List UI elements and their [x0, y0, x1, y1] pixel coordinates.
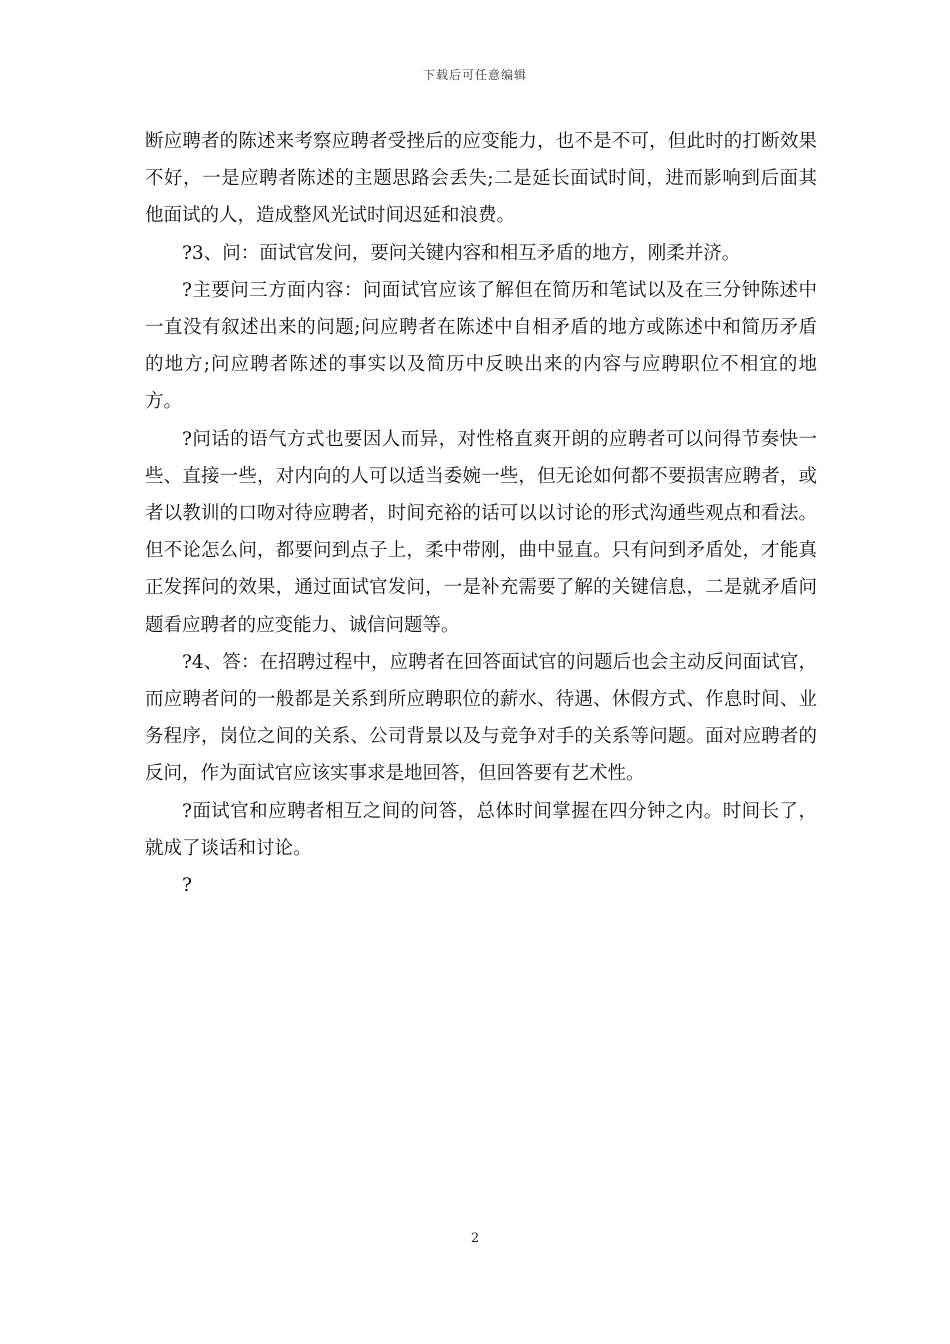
paragraph-qa-time: ?面试官和应聘者相互之间的问答，总体时间掌握在四分钟之内。时间长了，就成了谈话和讨论。	[145, 800, 817, 859]
paragraph-continued: 断应聘者的陈述来考察应聘者受挫后的应变能力，也不是不可，但此时的打断效果不好，一是应聘者陈述的主题思路会丢失;二是延长面试时间，进而影响到后面其他面试的人，造成整风光试时间迟延和浪费。	[145, 131, 817, 227]
paragraph-ask-tone: ?问话的语气方式也要因人而异，对性格直爽开朗的应聘者可以问得节奏快一些、直接一些，对内向的人可以适当委婉一些，但无论如何都不要损害应聘者，或者以教训的口吻对待应聘者，时间充裕的话可以以讨论的形式沟通些观点和看法。但不论怎么问，都要问到点子上，柔中带刚，曲中显直。只有问到矛盾处，才能真正发挥问的效果，通过面试官发问，一是补充需要了解的关键信息，二是就矛盾问题看应聘者的应变能力、诚信问题等。	[145, 428, 817, 636]
paragraph-ask-heading: ?3、问：面试官发问，要问关键内容和相互矛盾的地方，刚柔并济。	[182, 242, 741, 264]
paragraph-placeholder: ?	[182, 875, 192, 897]
paragraph-answer-heading: ?4、答：在招聘过程中，应聘者在回答面试官的问题后也会主动反问面试官，而应聘者问的一般都是关系到所应聘职位的薪水、待遇、休假方式、作息时间、业务程序，岗位之间的关系、公司背景以及与竞争对手的关系等问题。面对应聘者的反问，作为面试官应该实事求是地回答，但回答要有艺术性。	[145, 651, 817, 785]
document-body	[145, 123, 817, 904]
page-header-note: 下载后可任意编辑	[422, 68, 527, 82]
page-number: 2	[470, 1231, 480, 1246]
paragraph-ask-content: ?主要问三方面内容：问面试官应该了解但在简历和笔试以及在三分钟陈述中一直没有叙述出来的问题;问应聘者在陈述中自相矛盾的地方或陈述中和简历矛盾的地方;问应聘者陈述的事实以及简历中反映出来的内容与应聘职位不相宜的地方。	[145, 279, 817, 413]
